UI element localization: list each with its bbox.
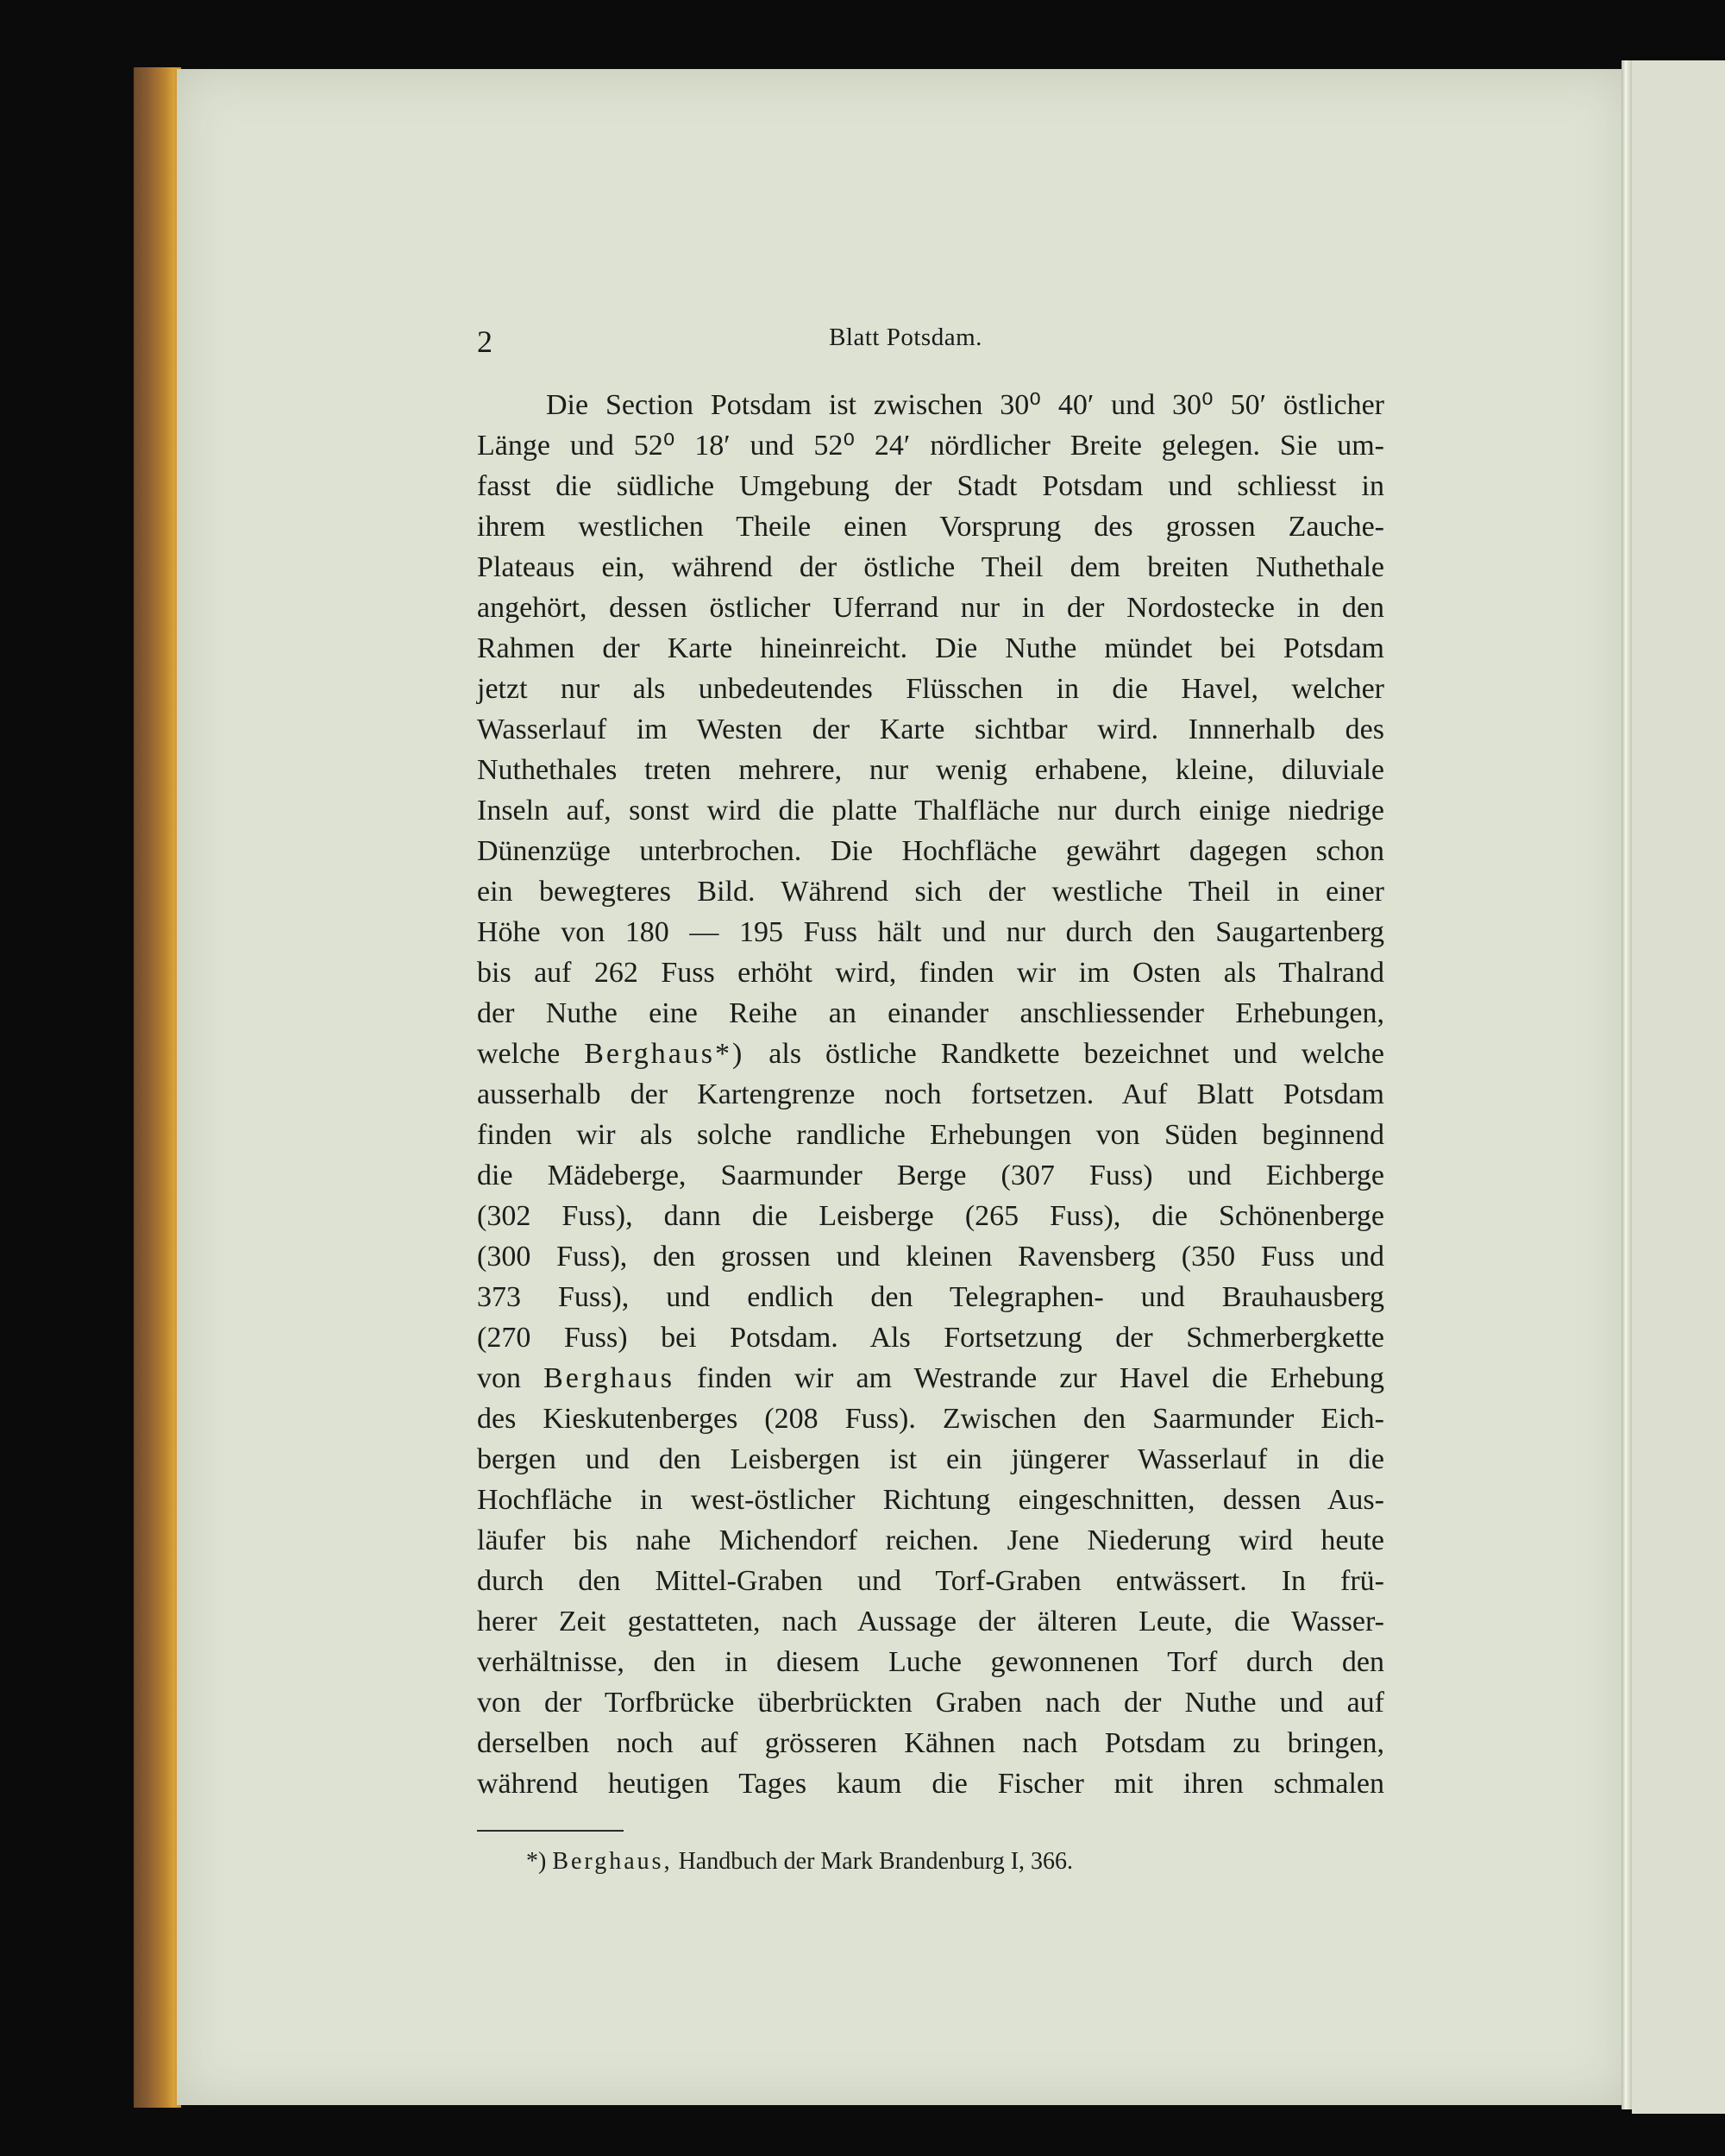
text-line: ausserhalb der Kartengrenze noch fortsetzen. Auf Blatt Potsdam — [477, 1078, 1384, 1110]
facing-page-edge — [1632, 60, 1725, 2114]
text-line: (302 Fuss), dann die Leisberge (265 Fuss), die Schönenberge — [477, 1200, 1384, 1232]
text-line: Dünenzüge unterbrochen. Die Hochfläche gewährt dagegen schon — [477, 835, 1384, 867]
running-head: Blatt Potsdam. — [829, 324, 982, 351]
footnote — [526, 1848, 1073, 1876]
text-line: fasst die südliche Umgebung der Stadt Potsdam und schliesst in — [477, 470, 1384, 502]
text-fragment: finden wir am Westrande zur Havel die Erhebung — [674, 1362, 1384, 1394]
text-line: Die Section Potsdam ist zwischen 30⁰ 40′ und 30⁰ 50′ östlicher — [546, 389, 1384, 421]
text-line: angehört, dessen östlicher Uferrand nur in der Nordostecke in den — [477, 592, 1384, 624]
text-line: des Kieskutenberges (208 Fuss). Zwischen den Saarmunder Eich- — [477, 1403, 1384, 1435]
text-line: läufer bis nahe Michendorf reichen. Jene Niederung wird heute — [477, 1524, 1384, 1556]
text-line: Länge und 52⁰ 18′ und 52⁰ 24′ nördlicher Breite gelegen. Sie um- — [477, 430, 1384, 462]
text-line: Wasserlauf im Westen der Karte sichtbar wird. Innnerhalb des — [477, 713, 1384, 745]
text-line — [477, 1358, 1384, 1399]
page-gutter — [1622, 60, 1632, 2109]
text-line: Inseln auf, sonst wird die platte Thalfläche nur durch einige niedrige — [477, 795, 1384, 827]
text-line — [477, 1034, 1384, 1074]
text-line: derselben noch auf grösseren Kähnen nach Potsdam zu bringen, — [477, 1727, 1384, 1759]
text-line: Höhe von 180 — 195 Fuss hält und nur durch den Saugartenberg — [477, 916, 1384, 948]
book-edge — [134, 67, 181, 2108]
footnote-rule — [477, 1830, 624, 1832]
text-line: ein bewegteres Bild. Während sich der westliche Theil in einer — [477, 876, 1384, 908]
text-line: während heutigen Tages kaum die Fischer mit ihren schmalen — [477, 1768, 1384, 1800]
text-line: verhältnisse, den in diesem Luche gewonnenen Torf durch den — [477, 1646, 1384, 1678]
text-line: jetzt nur als unbedeutendes Flüsschen in die Havel, welcher — [477, 673, 1384, 705]
text-line: Plateaus ein, während der östliche Theil dem breiten Nuthethale — [477, 551, 1384, 583]
text-line: (300 Fuss), den grossen und kleinen Ravensberg (350 Fuss und — [477, 1241, 1384, 1273]
footnote-marker: *) — [526, 1848, 553, 1875]
author-name-spaced: Berghaus*) — [584, 1038, 745, 1070]
text-fragment: von — [477, 1362, 521, 1394]
text-line: die Mädeberge, Saarmunder Berge (307 Fuss) und Eichberge — [477, 1160, 1384, 1191]
text-fragment: welche — [477, 1038, 561, 1070]
text-line: finden wir als solche randliche Erhebungen von Süden beginnend — [477, 1119, 1384, 1151]
text-line: herer Zeit gestatteten, nach Aussage der älteren Leute, die Wasser- — [477, 1606, 1384, 1637]
text-line: bis auf 262 Fuss erhöht wird, finden wir im Osten als Thalrand — [477, 957, 1384, 989]
text-line: Nuthethales treten mehrere, nur wenig erhabene, kleine, diluviale — [477, 754, 1384, 786]
footnote-text: Handbuch der Mark Brandenburg I, 366. — [672, 1848, 1074, 1875]
text-line: (270 Fuss) bei Potsdam. Als Fortsetzung der Schmerbergkette — [477, 1322, 1384, 1354]
author-name-spaced: Berghaus — [543, 1362, 674, 1394]
page-number: 2 — [477, 324, 492, 359]
text-line: Hochfläche in west-östlicher Richtung eingeschnitten, dessen Aus- — [477, 1484, 1384, 1516]
text-line: von der Torfbrücke überbrückten Graben nach der Nuthe und auf — [477, 1687, 1384, 1719]
text-line: ihrem westlichen Theile einen Vorsprung des grossen Zauche- — [477, 511, 1384, 543]
text-fragment: als östliche Randkette bezeichnet und welche — [744, 1038, 1385, 1070]
text-line: 373 Fuss), und endlich den Telegraphen- und Brauhausberg — [477, 1281, 1384, 1313]
text-line: Rahmen der Karte hineinreicht. Die Nuthe mündet bei Potsdam — [477, 632, 1384, 664]
body-text — [477, 385, 1384, 1804]
text-line: der Nuthe eine Reihe an einander anschliessender Erhebungen, — [477, 997, 1384, 1029]
text-line: bergen und den Leisbergen ist ein jüngerer Wasserlauf in die — [477, 1443, 1384, 1475]
author-name-spaced: Berghaus, — [552, 1848, 673, 1875]
text-line: durch den Mittel-Graben und Torf-Graben entwässert. In frü- — [477, 1565, 1384, 1597]
